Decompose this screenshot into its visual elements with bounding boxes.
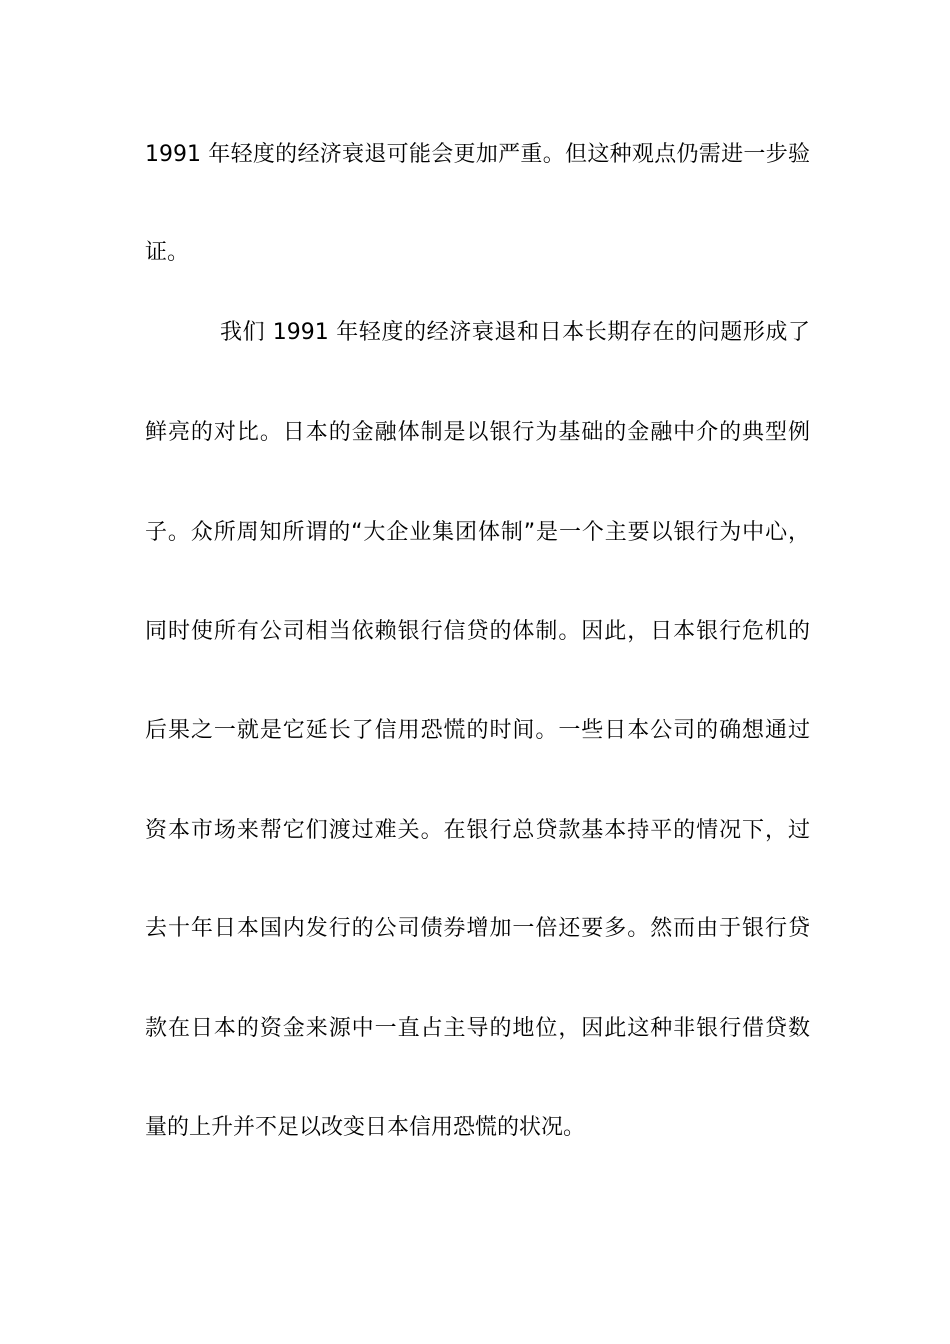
paragraph-first-line: 我们 1991 年轻度的经济衰退和日本长期存在的问题形成了 <box>220 320 810 345</box>
text-line: 去十年日本国内发行的公司债券增加一倍还要多。然而由于银行贷 <box>145 916 810 941</box>
text-line: 后果之一就是它延长了信用恐慌的时间。一些日本公司的确想通过 <box>145 718 810 743</box>
text-line: 同时使所有公司相当依赖银行信贷的体制。因此，日本银行危机的 <box>145 619 810 644</box>
text-line: 资本市场来帮它们渡过难关。在银行总贷款基本持平的情况下，过 <box>145 818 810 843</box>
text-line: 1991 年轻度的经济衰退可能会更加严重。但这种观点仍需进一步验 <box>145 142 810 167</box>
text-line: 子。众所周知所谓的“大企业集团体制”是一个主要以银行为中心， <box>145 520 810 545</box>
text-line: 证。 <box>145 240 190 265</box>
text-line: 鲜亮的对比。日本的金融体制是以银行为基础的金融中介的典型例 <box>145 420 810 445</box>
text-line: 量的上升并不足以改变日本信用恐慌的状况。 <box>145 1115 586 1140</box>
text-line: 款在日本的资金来源中一直占主导的地位，因此这种非银行借贷数 <box>145 1016 810 1041</box>
